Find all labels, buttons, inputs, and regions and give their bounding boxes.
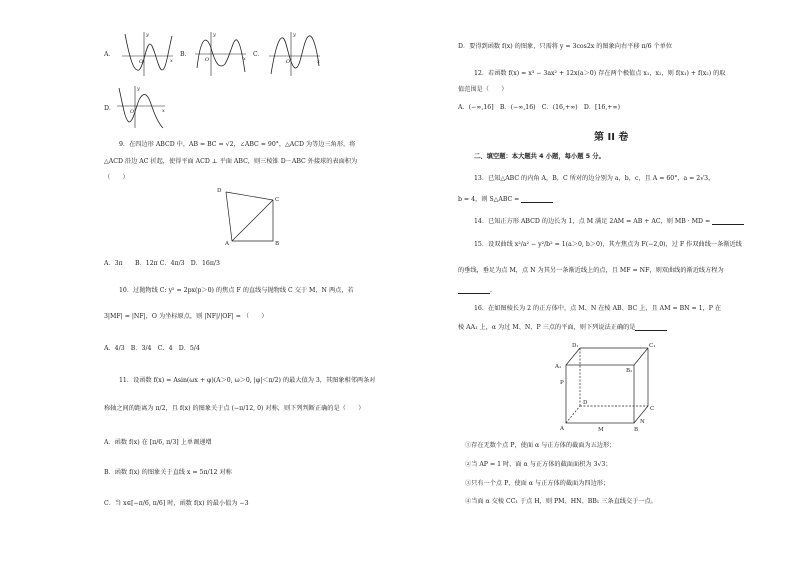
q16-statement-2: ②当 AP = 1 时，面 α 与正方体的截面面积为 3√3； [465,461,612,468]
axis-y-label: y [213,32,216,38]
cube-a-label: A [560,426,564,432]
cube-b-label: B [634,427,639,433]
graph-a [120,30,175,78]
cube-c1-label: C₁ [649,343,656,349]
q11-option-d: D．要得到函数 f(x) 的图象，只需将 y = 3cos2x 的图象向右平移 π/6 个单位 [458,43,673,50]
cube-p-label: P [560,380,564,386]
q13-line-1: 13．已知△ABC 的内角 A，B，C 所对的边分别为 a，b，c，且 A = 60°，a = 2√3， [474,175,715,182]
q9-line-2: △ACD 沿边 AC 折起，使得平面 ACD ⊥ 平面 ABC，则三棱锥 D－ABC 外接球的表面积为 [104,158,358,165]
axis-x-label: x [170,58,173,64]
axis-y-label: y [137,86,140,92]
vertex-b-label: B [275,241,280,247]
cube-m-label: M [598,427,604,433]
axis-x-label: x [243,56,246,62]
axis-origin-label: O [130,109,135,115]
cube-a1-label: A₁ [555,364,562,370]
axis-origin-label: O [139,59,144,65]
q10-options: A．4/3 B．3/4 C．4 D．5/4 [104,345,200,352]
axis-x-label: x [317,59,320,65]
vertex-c-label: C [275,197,280,203]
q15-line-2: 的垂线，垂足为点 M，点 N 为其另一条渐近线上的点，且 MF = NF，则双曲线的渐近线方程为 [458,267,724,274]
graph-option-a-label: A． [104,51,115,58]
q9-options: A．3π B．12π C．4π/3 D．16π/3 [104,260,220,267]
graph-option-d-label: D． [104,105,116,112]
q11-option-b: B．函数 f(x) 的图象关于直线 x = 5π/12 对称 [104,469,232,476]
graph-option-c-label: C． [253,51,264,58]
cube-d1-label: D₁ [572,343,579,349]
cube-c-label: C [650,406,655,412]
vertex-a-label: A [225,241,229,247]
q10-line-1: 10．过抛物线 C: y² = 2px(p＞0) 的焦点 F 的直线与抛物线 C 交于 M，N 两点，若 [119,287,354,294]
q15-line-3: . [458,287,492,294]
axis-y-label: y [293,32,296,38]
section-title: 第 II 卷 [594,132,629,143]
axis-y-label: y [146,32,149,38]
graph-c [267,30,322,78]
q9-line-1: 9．在四边形 ABCD 中，AB = BC = √2，∠ABC = 90°，△ACD 为等边三角形，将 [119,141,356,148]
cube-n-label: N [640,419,645,425]
q15-line-1: 15．设双曲线 x²/a² − y²/b² = 1(a＞0, b＞0)，其左焦点为 F(−2,0)，过 F 作双曲线一条渐近线 [474,241,742,248]
q12-line-2: 值范围是（ ） [458,86,508,93]
q16-statement-3: ③只有一个点 P，使面 α 与正方体的截面为四边形； [465,480,610,487]
q11-option-a: A．函数 f(x) 在 [π/6, π/3] 上单调递增 [104,439,212,446]
q16-statement-4: ④当面 α 交棱 CC₁ 于点 H，则 PM、HN、BB₁ 三条直线交于一点。 [465,498,657,505]
graph-option-b-label: B． [180,51,191,58]
q11-line-1: 11．设函数 f(x) = Asin(ωx + φ)(A＞0, ω＞0, |φ|＜π/2) 的最大值为 3，其图象相邻两条对 [119,377,376,384]
q14-line: 14．已知正方形 ABCD 的边长为 1，点 M 满足 2AM = AB + AC，则 MB · MD = [474,218,744,225]
graph-d [115,84,167,130]
graph-b [193,30,248,78]
cube-d-label: D [583,400,588,406]
q11-line-2: 称轴之间的距离为 π/2，且 f(x) 的图象关于点 (−π/12, 0) 对称，则下列判断正确的是（ ） [104,405,365,412]
q12-options: A．(−∞,16] B．(−∞,16) C．(16,+∞) D．[16,+∞) [458,104,621,111]
q16-line-1: 16．在如图棱长为 2 的正方体中，点 M、N 在棱 AB、BC 上，且 AM = BN = 1，P 在 [474,305,722,312]
cube-figure [552,340,662,432]
axis-x-label: x [162,108,165,114]
vertex-d-label: D [217,188,222,194]
q10-line-2: 3|MF| = |NF|，O 为坐标原点，则 |NF|/|OF| = （ ） [104,313,268,320]
q9-line-3: （ ） [104,174,129,181]
q16-line-2: 棱 AA₁ 上，α 为过 M、N、P 三点的平面，则下列说法正确的是 [458,324,667,331]
q11-option-c: C．当 x∈[−π/6, π/6] 时，函数 f(x) 的最小值为 −3 [104,500,249,507]
q13-line-2: b = 4，则 S△ABC = [458,196,553,203]
axis-origin-label: O [205,57,210,63]
section-subtitle: 二、填空题：本大题共 4 小题，每小题 5 分。 [474,153,605,160]
q12-line-1: 12．若函数 f(x) = x³ − 3ax² + 12x(a＞0) 存在两个极值点 x₁，x₂，则 f(x₁) + f(x₂) 的取 [474,70,726,77]
q9-figure [218,186,283,246]
axis-origin-label: O [286,59,291,65]
cube-b1-label: B₁ [626,368,633,374]
q16-statement-1: ①存在无数个点 P，使面 α 与正方体的截面为五边形； [465,442,616,449]
